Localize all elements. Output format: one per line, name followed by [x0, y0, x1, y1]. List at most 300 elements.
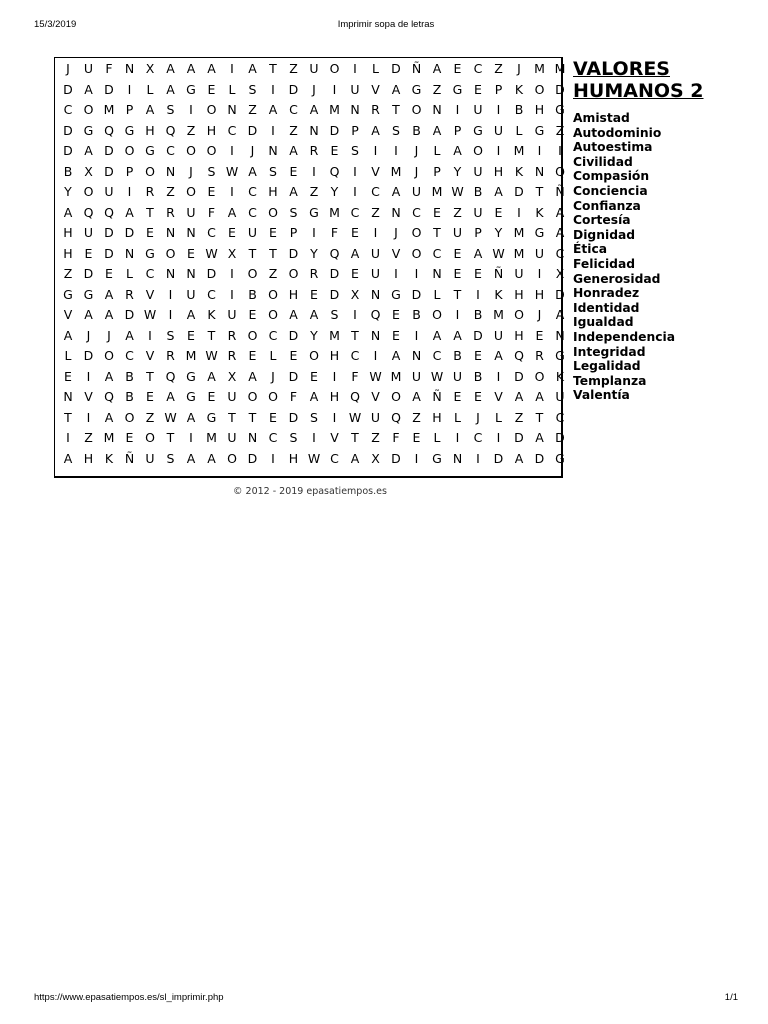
grid-letter: B [125, 389, 134, 404]
grid-letter: A [432, 327, 442, 343]
grid-letter: U [145, 450, 155, 466]
grid-letter: I [332, 368, 337, 384]
grid-letter: C [555, 245, 565, 261]
grid-letter: E [351, 266, 359, 281]
grid-letter: B [125, 368, 134, 384]
grid-letter: V [371, 81, 380, 97]
grid-letter: D [124, 307, 135, 322]
grid-letter: H [288, 286, 299, 302]
grid-letter: M [103, 430, 115, 445]
word-list-item: Valentía [573, 388, 630, 403]
grid-letter: U [411, 184, 422, 199]
grid-letter: X [145, 61, 155, 76]
grid-letter: O [206, 143, 217, 158]
grid-letter: E [330, 143, 339, 158]
word-search-grid [54, 57, 566, 478]
grid-letter: E [125, 430, 134, 445]
grid-letter: I [373, 348, 378, 363]
grid-letter: U [473, 204, 483, 220]
grid-letter: Ñ [493, 266, 504, 281]
grid-letter: C [555, 409, 565, 425]
grid-letter: M [554, 61, 566, 76]
grid-letter: A [494, 348, 503, 363]
grid-letter: A [186, 307, 196, 322]
puzzle-title-line-2: HUMANOS 2 [573, 80, 704, 102]
grid-letter: Y [310, 245, 318, 261]
grid-letter: A [186, 409, 196, 425]
grid-letter: I [332, 81, 337, 97]
grid-letter: X [84, 163, 93, 179]
grid-letter: H [534, 286, 545, 302]
grid-letter: K [535, 204, 544, 220]
grid-letter: J [250, 143, 255, 158]
grid-letter: C [145, 266, 155, 281]
print-header [34, 19, 738, 33]
grid-letter: N [63, 389, 73, 404]
grid-letter: G [145, 143, 155, 158]
grid-letter: I [537, 266, 542, 281]
grid-letter: G [473, 122, 483, 138]
grid-letter: Z [186, 122, 196, 138]
grid-letter: A [514, 389, 524, 404]
grid-letter: M [329, 327, 340, 343]
grid-letter: H [514, 286, 524, 302]
word-list-item: Autodominio [573, 125, 662, 140]
grid-letter: T [146, 204, 154, 220]
grid-letter: H [514, 327, 524, 343]
grid-letter: G [206, 409, 217, 425]
grid-letter: E [289, 348, 298, 363]
grid-letter: I [230, 143, 234, 158]
grid-letter: Y [330, 184, 339, 199]
grid-letter: F [392, 430, 400, 445]
grid-letter: T [535, 184, 544, 199]
grid-letter: N [411, 348, 422, 363]
grid-letter: I [537, 143, 542, 158]
grid-letter: A [535, 389, 544, 404]
grid-letter: E [310, 368, 318, 384]
word-list-item: Ética [573, 242, 608, 257]
grid-letter: O [186, 143, 196, 158]
grid-letter: L [515, 122, 523, 138]
grid-letter: A [248, 163, 257, 179]
grid-letter: V [145, 348, 155, 363]
grid-letter: R [166, 348, 175, 363]
print-title: Imprimir sopa de letras [337, 19, 435, 30]
grid-letter: A [207, 450, 216, 466]
grid-letter: B [473, 368, 483, 384]
grid-letter: U [104, 184, 114, 199]
grid-letter: C [63, 102, 73, 117]
grid-letter: O [145, 430, 155, 445]
word-list-item: Autoestima [573, 140, 653, 155]
word-list [573, 111, 753, 403]
grid-letter: C [248, 204, 257, 220]
grid-letter: Ñ [555, 184, 565, 199]
copyright-notice: © 2012 - 2019 epasatiempos.es [233, 486, 387, 497]
grid-letter: N [452, 450, 463, 466]
grid-letter: Z [268, 266, 278, 281]
grid-letter: I [517, 204, 521, 220]
grid-letter: R [535, 348, 544, 363]
grid-letter: A [186, 450, 196, 466]
grid-letter: I [86, 368, 91, 384]
grid-letter: N [370, 286, 381, 302]
grid-letter: A [248, 368, 257, 384]
grid-letter: P [433, 163, 441, 179]
grid-letter: C [207, 225, 216, 240]
grid-letter: G [391, 286, 401, 302]
grid-letter: B [248, 286, 257, 302]
grid-letter: H [145, 122, 155, 138]
grid-letter: K [494, 286, 503, 302]
grid-letter: M [390, 163, 402, 179]
grid-letter: R [145, 184, 155, 199]
grid-letter: L [454, 409, 461, 425]
grid-letter: U [514, 266, 524, 281]
grid-letter: L [433, 143, 441, 158]
grid-letter: C [289, 102, 298, 117]
grid-letter: E [412, 430, 421, 445]
grid-letter: H [288, 450, 299, 466]
word-list-item: Legalidad [573, 359, 641, 374]
grid-letter: H [63, 245, 73, 261]
grid-letter: T [433, 225, 441, 240]
grid-letter: K [555, 368, 565, 384]
grid-letter: D [555, 81, 565, 97]
grid-letter: I [353, 184, 357, 199]
grid-letter: C [268, 327, 278, 343]
grid-letter: F [289, 389, 298, 404]
grid-letter: O [124, 409, 135, 425]
grid-letter: V [330, 430, 339, 445]
grid-letter: J [312, 81, 316, 97]
grid-letter: O [411, 102, 422, 117]
grid-letter: E [207, 81, 216, 97]
grid-letter: O [247, 327, 258, 343]
grid-letter: W [369, 368, 382, 384]
grid-letter: Z [309, 184, 319, 199]
word-list-item: Cortesía [573, 213, 631, 228]
grid-letter: W [492, 245, 505, 261]
grid-letter: A [248, 61, 257, 76]
grid-letter: G [63, 286, 73, 302]
grid-letter: M [513, 245, 525, 261]
grid-letter: E [310, 286, 318, 302]
grid-letter: S [289, 430, 298, 445]
grid-letter: Z [84, 430, 93, 445]
grid-letter: D [104, 225, 114, 240]
grid-letter: I [189, 430, 193, 445]
grid-letter: I [271, 122, 275, 138]
grid-letter: W [164, 409, 177, 425]
grid-letter: C [268, 430, 278, 445]
grid-letter: E [207, 184, 216, 199]
grid-letter: A [555, 307, 565, 322]
grid-letter: V [371, 163, 380, 179]
grid-letter: D [329, 286, 340, 302]
grid-letter: L [146, 81, 154, 97]
word-list-item: Dignidad [573, 227, 636, 242]
grid-letter: O [309, 348, 319, 363]
grid-letter: A [145, 102, 155, 117]
grid-letter: A [453, 143, 462, 158]
grid-letter: Q [555, 163, 565, 179]
grid-letter: O [83, 102, 94, 117]
grid-letter: A [63, 450, 73, 466]
print-footer [34, 992, 738, 1006]
grid-letter: D [83, 348, 94, 363]
grid-letter: D [288, 245, 299, 261]
grid-letter: C [166, 143, 175, 158]
grid-letter: H [329, 348, 340, 363]
grid-letter: O [206, 102, 217, 117]
grid-letter: I [414, 450, 419, 466]
grid-letter: Z [289, 122, 298, 138]
grid-letter: O [124, 143, 135, 158]
grid-letter: D [124, 225, 135, 240]
grid-letter: E [269, 225, 277, 240]
grid-letter: D [514, 184, 524, 199]
grid-letter: R [371, 102, 380, 117]
grid-letter: I [230, 61, 234, 76]
grid-letter: V [391, 245, 401, 261]
word-list-item: Civilidad [573, 154, 633, 169]
grid-letter: L [495, 409, 502, 425]
grid-letter: P [351, 122, 359, 138]
grid-letter: S [166, 327, 175, 343]
grid-letter: Y [494, 225, 503, 240]
grid-letter: I [189, 102, 193, 117]
grid-letter: C [125, 348, 134, 363]
grid-letter: T [228, 409, 236, 425]
grid-letter: A [514, 450, 524, 466]
grid-letter: A [289, 143, 298, 158]
grid-letter: I [455, 430, 460, 445]
grid-letter: C [227, 122, 237, 138]
grid-letter: P [453, 122, 462, 138]
grid-letter: N [124, 245, 135, 261]
grid-letter: T [248, 409, 257, 425]
grid-letter: O [104, 348, 114, 363]
grid-letter: Q [370, 307, 381, 322]
grid-letter: A [84, 143, 93, 158]
grid-letter: S [330, 307, 339, 322]
grid-letter: E [392, 307, 400, 322]
grid-letter: D [329, 266, 340, 281]
grid-letter: I [332, 409, 337, 425]
grid-letter: S [392, 122, 400, 138]
grid-letter: C [248, 184, 257, 199]
grid-letter: E [269, 409, 277, 425]
grid-letter: S [207, 163, 216, 179]
grid-letter: I [496, 102, 501, 117]
grid-letter: J [537, 307, 542, 322]
grid-letter: I [394, 266, 398, 281]
grid-letter: Z [289, 61, 298, 76]
grid-letter: X [227, 368, 237, 384]
grid-letter: K [514, 163, 524, 179]
grid-letter: E [474, 81, 482, 97]
grid-letter: N [186, 266, 196, 281]
grid-letter: O [268, 307, 278, 322]
grid-letter: C [473, 430, 483, 445]
grid-letter: A [412, 389, 421, 404]
grid-letter: U [227, 430, 237, 445]
grid-letter: A [494, 184, 503, 199]
grid-letter: D [104, 81, 114, 97]
grid-letter: M [534, 61, 545, 76]
grid-letter: I [496, 430, 501, 445]
grid-letter: O [83, 184, 94, 199]
grid-letter: G [124, 122, 135, 138]
grid-letter: W [143, 307, 157, 322]
grid-letter: H [534, 102, 545, 117]
grid-letter: Q [165, 122, 176, 138]
grid-letter: A [432, 122, 442, 138]
grid-letter: D [206, 266, 217, 281]
grid-letter: O [288, 266, 299, 281]
grid-letter: D [288, 81, 299, 97]
grid-letter: Q [329, 163, 340, 179]
grid-letter: Y [453, 163, 462, 179]
grid-letter: G [432, 450, 442, 466]
grid-letter: T [269, 61, 277, 76]
word-list-item: Independencia [573, 329, 676, 344]
grid-letter: I [271, 81, 275, 97]
word-list-item: Confianza [573, 198, 641, 213]
grid-letter: O [411, 225, 422, 240]
grid-letter: W [307, 450, 321, 466]
grid-letter: D [63, 122, 73, 138]
grid-letter: I [168, 286, 173, 302]
grid-letter: U [370, 245, 381, 261]
grid-letter: M [329, 204, 340, 220]
grid-letter: X [371, 450, 380, 466]
grid-letter: D [534, 450, 545, 466]
grid-letter: I [476, 450, 480, 466]
grid-letter: K [514, 81, 524, 97]
grid-letter: E [228, 225, 236, 240]
grid-letter: A [371, 122, 380, 138]
grid-letter: A [391, 81, 401, 97]
grid-letter: D [83, 266, 94, 281]
grid-letter: W [348, 409, 362, 425]
grid-letter: I [455, 307, 460, 322]
grid-letter: D [104, 163, 114, 179]
word-list-item: Templanza [573, 373, 647, 388]
grid-letter: A [207, 368, 216, 384]
grid-letter: L [126, 266, 133, 281]
grid-letter: P [289, 225, 298, 240]
grid-letter: E [474, 389, 482, 404]
grid-letter: E [187, 245, 195, 261]
grid-letter: C [350, 204, 360, 220]
grid-letter: E [392, 327, 400, 343]
grid-letter: M [390, 368, 402, 384]
grid-letter: D [247, 122, 258, 138]
grid-letter: A [186, 61, 196, 76]
grid-letter: O [268, 204, 278, 220]
grid-letter: T [248, 245, 257, 261]
grid-letter: N [186, 225, 196, 240]
grid-letter: B [412, 307, 421, 322]
grid-letter: C [330, 450, 339, 466]
grid-letter: G [534, 225, 545, 240]
grid-letter: S [310, 409, 318, 425]
grid-letter: F [207, 204, 216, 220]
grid-letter: A [391, 184, 401, 199]
grid-letter: T [146, 368, 154, 384]
grid-letter: X [227, 245, 237, 261]
grid-letter: U [227, 389, 237, 404]
grid-letter: I [414, 266, 419, 281]
grid-letter: N [165, 225, 176, 240]
grid-letter: O [391, 389, 401, 404]
grid-letter: A [350, 245, 360, 261]
grid-letter: N [432, 102, 442, 117]
grid-letter: I [373, 225, 378, 240]
grid-letter: U [452, 368, 463, 384]
grid-letter: I [394, 143, 398, 158]
grid-letter: T [64, 409, 72, 425]
word-list-item: Generosidad [573, 271, 661, 286]
grid-letter: V [145, 286, 155, 302]
grid-letter: U [555, 389, 565, 404]
word-list-item: Identidad [573, 300, 640, 315]
grid-letter: E [494, 204, 503, 220]
grid-letter: L [433, 430, 441, 445]
grid-letter: G [555, 348, 565, 363]
grid-letter: Q [391, 409, 401, 425]
grid-letter: Z [166, 184, 175, 199]
grid-letter: O [268, 389, 278, 404]
grid-letter: I [312, 225, 316, 240]
grid-letter: A [309, 102, 319, 117]
grid-letter: I [86, 409, 91, 425]
grid-letter: U [452, 225, 463, 240]
grid-letter: O [165, 245, 176, 261]
grid-letter: D [104, 245, 114, 261]
grid-letter: J [517, 61, 521, 76]
grid-letter: R [309, 143, 319, 158]
grid-letter: L [372, 61, 379, 76]
grid-letter: A [104, 286, 114, 302]
grid-letter: U [473, 102, 483, 117]
grid-letter: P [494, 81, 503, 97]
grid-letter: E [248, 348, 257, 363]
grid-letter: C [412, 204, 421, 220]
grid-letter: P [125, 163, 134, 179]
grid-letter: I [168, 307, 173, 322]
grid-letter: E [248, 307, 257, 322]
grid-letter: C [207, 286, 216, 302]
grid-letter: T [392, 102, 400, 117]
grid-letter: A [207, 61, 216, 76]
grid-letter: L [433, 286, 441, 302]
grid-letter: A [453, 327, 462, 343]
grid-letter: I [66, 430, 70, 445]
grid-letter: J [414, 143, 419, 158]
grid-letter: A [289, 307, 298, 322]
grid-letter: H [83, 450, 94, 466]
grid-letter: Ñ [432, 389, 442, 404]
grid-letter: N [124, 61, 135, 76]
grid-letter: E [105, 266, 113, 281]
grid-letter: Z [371, 430, 380, 445]
puzzle-title [573, 58, 753, 102]
grid-letter: I [230, 184, 234, 199]
